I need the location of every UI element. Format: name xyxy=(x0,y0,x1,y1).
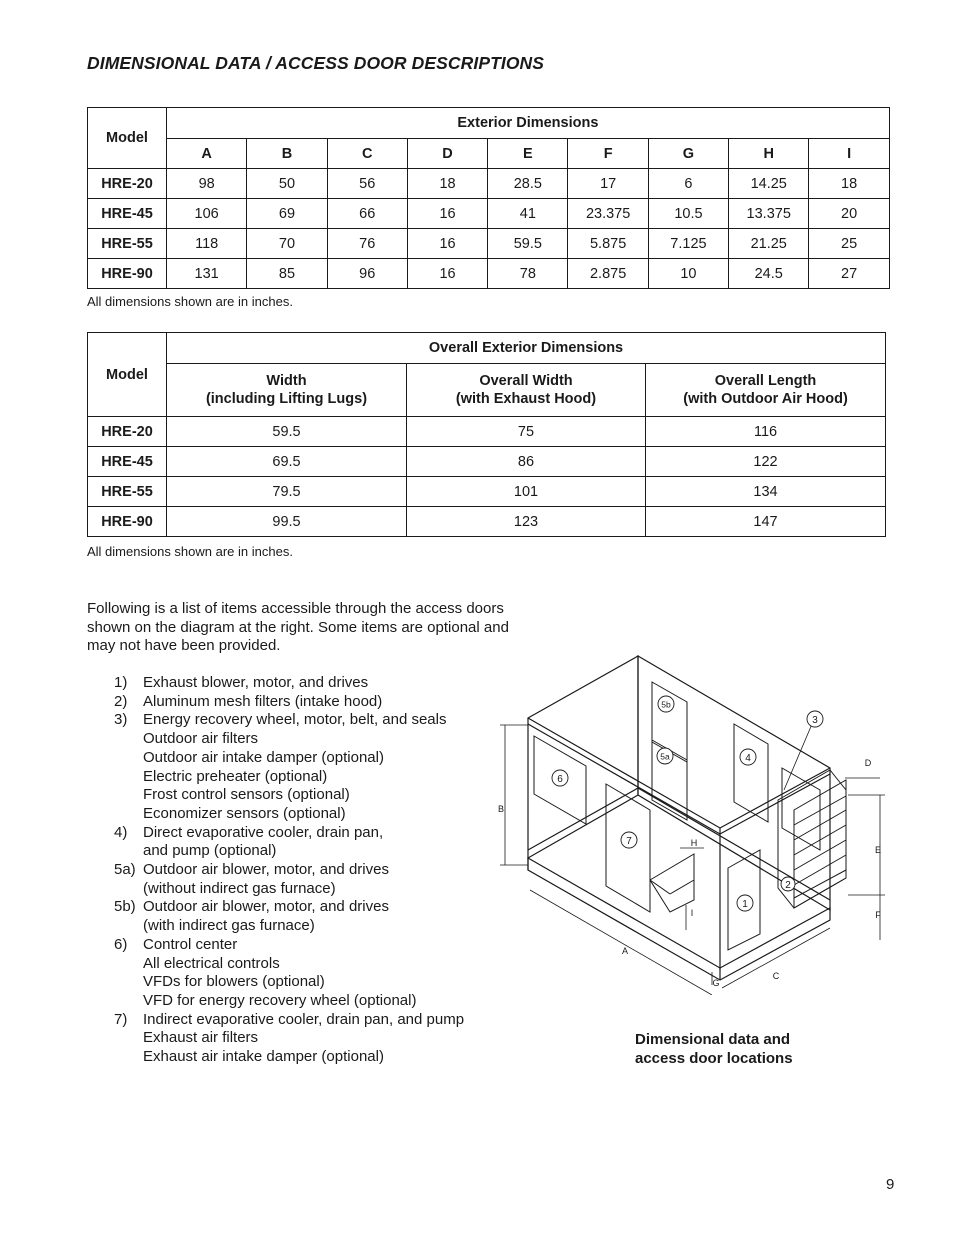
model-cell: HRE-90 xyxy=(88,507,167,537)
model-cell: HRE-45 xyxy=(88,447,167,477)
table-cell: 76 xyxy=(327,229,407,259)
table-cell: 56 xyxy=(327,169,407,199)
item-number: 5a) xyxy=(114,861,136,879)
model-cell: HRE-45 xyxy=(88,199,167,229)
item-text: Aluminum mesh filters (intake hood) xyxy=(143,692,383,710)
door-label-2: 2 xyxy=(785,880,791,891)
table-row xyxy=(88,447,886,477)
item-text: (without indirect gas furnace) xyxy=(143,879,336,897)
list-item xyxy=(114,824,514,861)
column-header-line2: (with Exhaust Hood) xyxy=(455,391,597,407)
table-cell: 85 xyxy=(247,259,327,289)
caption-line: access door locations xyxy=(635,1050,793,1067)
table-cell: 24.5 xyxy=(729,259,809,289)
table-note: All dimensions shown are in inches. xyxy=(87,294,293,309)
item-text: VFDs for blowers (optional) xyxy=(143,973,325,991)
item-text: Exhaust air intake damper (optional) xyxy=(143,1048,384,1066)
table-row xyxy=(88,229,890,259)
table-cell: 14.25 xyxy=(729,169,809,199)
list-item xyxy=(114,674,514,693)
overall-dimensions-table xyxy=(87,332,886,537)
table-row xyxy=(88,477,886,507)
column-header: C xyxy=(327,139,407,169)
item-text: Direct evaporative cooler, drain pan, xyxy=(143,823,384,841)
item-number: 3) xyxy=(114,711,128,729)
diagram-caption xyxy=(635,1030,793,1068)
table-cell: 123 xyxy=(407,507,646,537)
table-row xyxy=(88,259,890,289)
item-number: 7) xyxy=(114,1010,128,1028)
table-cell: 17 xyxy=(568,169,648,199)
door-label-5b: 5b xyxy=(661,699,671,710)
item-text: Energy recovery wheel, motor, belt, and seals xyxy=(143,711,447,729)
column-header: A xyxy=(167,139,247,169)
table-cell: 101 xyxy=(407,477,646,507)
list-item xyxy=(114,693,514,712)
exhaust-hood xyxy=(650,854,694,912)
list-item xyxy=(114,711,514,823)
table-cell: 16 xyxy=(407,229,487,259)
column-header: E xyxy=(488,139,568,169)
model-cell: HRE-55 xyxy=(88,229,167,259)
table-cell: 23.375 xyxy=(568,199,648,229)
item-text: Exhaust blower, motor, and drives xyxy=(143,674,369,691)
table-cell: 10.5 xyxy=(648,199,728,229)
table-cell: 2.875 xyxy=(568,259,648,289)
group-header: Overall Exterior Dimensions xyxy=(167,333,886,364)
table-cell: 134 xyxy=(646,477,886,507)
column-header: G xyxy=(648,139,728,169)
column-header-line2: (with Outdoor Air Hood) xyxy=(683,391,848,407)
model-cell: HRE-55 xyxy=(88,477,167,507)
model-cell: HRE-90 xyxy=(88,259,167,289)
column-header-line1: Overall Width xyxy=(479,373,573,389)
door-label-6: 6 xyxy=(557,774,563,785)
column-header xyxy=(407,364,646,417)
dim-label-b: B xyxy=(497,804,505,814)
dim-label-e: E xyxy=(874,845,882,855)
column-header: I xyxy=(809,139,889,169)
dim-label-a: A xyxy=(621,946,629,956)
dim-label-f: F xyxy=(875,910,881,920)
table-cell: 27 xyxy=(809,259,889,289)
item-text: Outdoor air intake damper (optional) xyxy=(143,748,384,766)
table-cell: 66 xyxy=(327,199,407,229)
table-cell: 25 xyxy=(809,229,889,259)
table-row xyxy=(88,199,890,229)
table-cell: 75 xyxy=(407,417,646,447)
model-header: Model xyxy=(88,333,167,417)
table-cell: 16 xyxy=(407,199,487,229)
table-cell: 18 xyxy=(809,169,889,199)
table-cell: 116 xyxy=(646,417,886,447)
unit-isometric-diagram xyxy=(490,650,900,995)
table-cell: 59.5 xyxy=(488,229,568,259)
item-text: and pump (optional) xyxy=(143,842,277,860)
item-text: Indirect evaporative cooler, drain pan, and pump xyxy=(143,1010,465,1028)
column-header: B xyxy=(247,139,327,169)
table-cell: 10 xyxy=(648,259,728,289)
dim-label-h: H xyxy=(690,838,698,848)
dim-label-c: C xyxy=(772,971,780,981)
table-cell: 122 xyxy=(646,447,886,477)
table-cell: 98 xyxy=(167,169,247,199)
column-header-row xyxy=(88,139,890,169)
item-text: Outdoor air blower, motor, and drives xyxy=(143,898,389,916)
door-label-7: 7 xyxy=(626,836,632,847)
list-item xyxy=(114,1011,514,1067)
item-text: Exhaust air filters xyxy=(143,1029,259,1047)
item-text: Outdoor air blower, motor, and drives xyxy=(143,861,389,879)
column-header: F xyxy=(568,139,648,169)
table-cell: 78 xyxy=(488,259,568,289)
table-cell: 59.5 xyxy=(167,417,407,447)
table-row xyxy=(88,169,890,199)
column-header xyxy=(167,364,407,417)
item-text: Economizer sensors (optional) xyxy=(143,804,346,822)
item-text: Frost control sensors (optional) xyxy=(143,786,350,804)
table-cell: 99.5 xyxy=(167,507,407,537)
table-cell: 70 xyxy=(247,229,327,259)
table-cell: 147 xyxy=(646,507,886,537)
group-header: Exterior Dimensions xyxy=(167,108,890,139)
list-item xyxy=(114,898,514,935)
table-cell: 118 xyxy=(167,229,247,259)
table-cell: 86 xyxy=(407,447,646,477)
table-cell: 106 xyxy=(167,199,247,229)
page-number: 9 xyxy=(886,1176,895,1193)
unit-base xyxy=(528,858,830,980)
door-label-4: 4 xyxy=(745,753,751,764)
table-cell: 16 xyxy=(407,259,487,289)
unit-back-face xyxy=(528,656,638,858)
table-row xyxy=(88,507,886,537)
model-cell: HRE-20 xyxy=(88,417,167,447)
table-cell: 18 xyxy=(407,169,487,199)
dim-line-a xyxy=(530,890,712,995)
item-number: 5b) xyxy=(114,898,136,916)
caption-line: Dimensional data and xyxy=(635,1031,791,1048)
item-text: (with indirect gas furnace) xyxy=(143,917,315,935)
exterior-dimensions-table xyxy=(87,107,890,289)
item-number: 6) xyxy=(114,935,128,953)
dim-label-i: I xyxy=(690,908,694,918)
table-cell: 5.875 xyxy=(568,229,648,259)
dim-label-g: G xyxy=(712,978,720,988)
list-item xyxy=(114,936,514,1011)
table-cell: 131 xyxy=(167,259,247,289)
column-header-line2: (including Lifting Lugs) xyxy=(205,391,368,407)
item-text: Electric preheater (optional) xyxy=(143,767,328,785)
door-label-1: 1 xyxy=(742,899,748,910)
table-row xyxy=(88,417,886,447)
table-cell: 41 xyxy=(488,199,568,229)
door-label-3: 3 xyxy=(812,715,818,726)
table-cell: 79.5 xyxy=(167,477,407,507)
table-cell: 28.5 xyxy=(488,169,568,199)
item-text: VFD for energy recovery wheel (optional) xyxy=(143,991,417,1009)
item-number: 1) xyxy=(114,674,128,691)
column-header xyxy=(646,364,886,417)
intro-paragraph: Following is a list of items accessible through the access doors shown on the diagram at the right. Some items are optional and may not have been provided. xyxy=(87,600,509,655)
item-number: 4) xyxy=(114,823,128,841)
item-text: Outdoor air filters xyxy=(143,730,259,748)
model-cell: HRE-20 xyxy=(88,169,167,199)
column-header-row xyxy=(88,364,886,417)
table-cell: 69.5 xyxy=(167,447,407,477)
table-cell: 69 xyxy=(247,199,327,229)
item-number: 2) xyxy=(114,692,128,710)
table-cell: 50 xyxy=(247,169,327,199)
table-cell: 21.25 xyxy=(729,229,809,259)
table-cell: 13.375 xyxy=(729,199,809,229)
access-door-4 xyxy=(734,724,768,822)
column-header-line1: Width xyxy=(266,373,307,389)
dim-label-d: D xyxy=(864,758,872,768)
table-cell: 20 xyxy=(809,199,889,229)
table-cell: 7.125 xyxy=(648,229,728,259)
table-note: All dimensions shown are in inches. xyxy=(87,544,293,559)
table-cell: 6 xyxy=(648,169,728,199)
table-cell: 96 xyxy=(327,259,407,289)
list-item xyxy=(114,861,514,898)
model-header: Model xyxy=(88,108,167,169)
column-header: D xyxy=(407,139,487,169)
column-header-line1: Overall Length xyxy=(714,373,817,389)
door-label-5a: 5a xyxy=(660,751,670,762)
item-text: All electrical controls xyxy=(143,954,280,972)
item-text: Control center xyxy=(143,935,238,953)
column-header: H xyxy=(729,139,809,169)
page-title: DIMENSIONAL DATA / ACCESS DOOR DESCRIPTIONS xyxy=(87,53,545,73)
access-item-list xyxy=(114,674,514,1067)
